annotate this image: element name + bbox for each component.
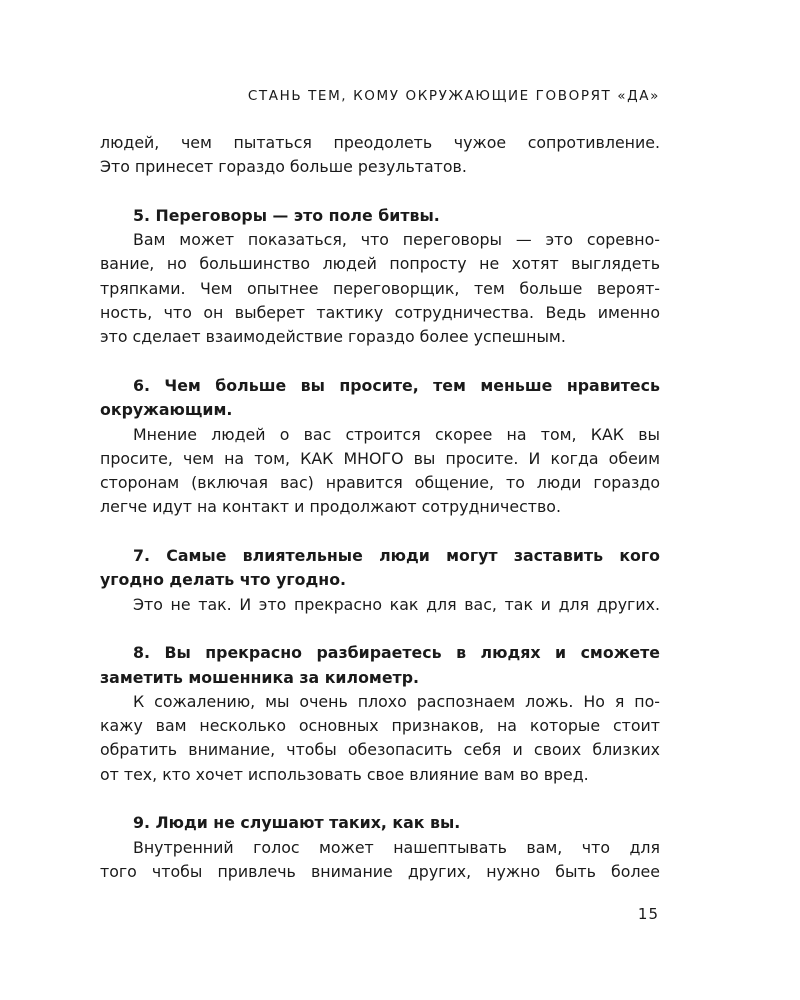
body-line: тряпками. Чем опытнее переговорщик, тем больше вероят- xyxy=(100,278,660,298)
body-line: от тех, кто хочет использовать свое влияние вам во вред. xyxy=(100,764,589,784)
section-heading: 9. Люди не слушают таких, как вы. xyxy=(133,813,461,833)
body-line: кажу вам несколько основных признаков, на которые стоит xyxy=(100,716,660,736)
section-heading: 7. Самые влиятельные люди могут заставить кого xyxy=(133,546,660,566)
body-line: просите, чем на том, КАК МНОГО вы просите. И когда обеим xyxy=(100,448,660,468)
body-line: вание, но большинство людей попросту не хотят выглядеть xyxy=(100,254,660,274)
body-line: сторонам (включая вас) нравится общение, то люди гораздо xyxy=(100,473,660,493)
section-heading: заметить мошенника за километр. xyxy=(100,667,420,687)
body-line: Это принесет гораздо больше результатов. xyxy=(100,157,467,177)
body-line: Вам может показаться, что переговоры — это соревно- xyxy=(133,230,660,250)
section-heading: угодно делать что угодно. xyxy=(100,570,347,590)
body-line: Это не так. И это прекрасно как для вас, так и для других. xyxy=(133,594,660,614)
body-line: легче идут на контакт и продолжают сотрудничество. xyxy=(100,497,561,517)
section-heading: окружающим. xyxy=(100,400,233,420)
running-header: СТАНЬ ТЕМ, КОМУ ОКРУЖАЮЩИЕ ГОВОРЯТ «ДА» xyxy=(247,88,660,104)
section-heading: 6. Чем больше вы просите, тем меньше нравитесь xyxy=(133,375,660,395)
page-body xyxy=(100,131,660,884)
section-heading: 5. Переговоры — это поле битвы. xyxy=(133,205,440,225)
page-number: 15 xyxy=(637,905,659,923)
body-line: обратить внимание, чтобы обезопасить себя и своих близких xyxy=(100,740,660,760)
body-line: это сделает взаимодействие гораздо более успешным. xyxy=(100,327,566,347)
section-heading: 8. Вы прекрасно разбираетесь в людях и сможете xyxy=(133,643,660,663)
body-line: людей, чем пытаться преодолеть чужое сопротивление. xyxy=(100,133,660,152)
body-line: Внутренний голос может нашептывать вам, что для xyxy=(133,837,660,857)
body-line: К сожалению, мы очень плохо распознаем ложь. Но я по- xyxy=(133,691,660,711)
body-line: ность, что он выберет тактику сотрудничества. Ведь именно xyxy=(100,303,660,323)
body-line: того чтобы привлечь внимание других, нужно быть более xyxy=(100,861,660,881)
body-line: Мнение людей о вас строится скорее на том, КАК вы xyxy=(133,424,660,444)
